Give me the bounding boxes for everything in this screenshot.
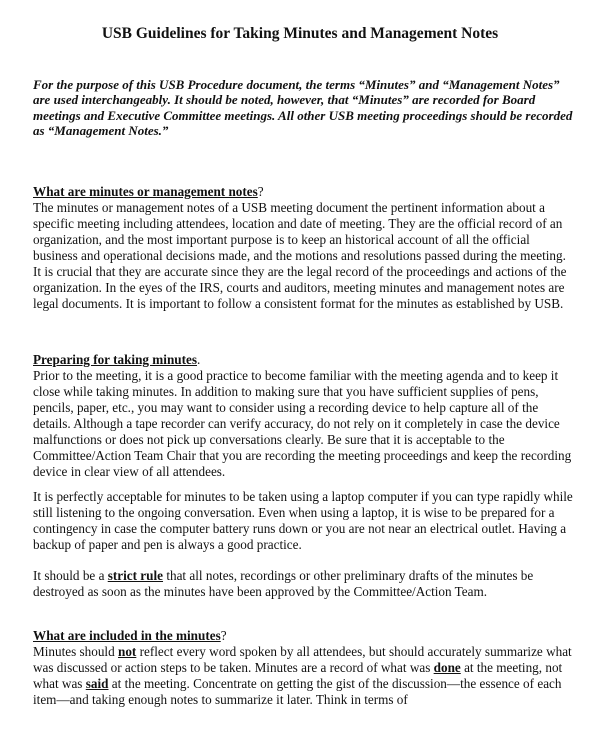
section-preparing-body-3 xyxy=(33,568,575,600)
strict-rule-pre: It should be a xyxy=(33,568,108,583)
intro-paragraph: For the purpose of this USB Procedure document, the terms “Minutes” and “Management Notes” are used interchangeably. It should be noted, however, that “Minutes” are recorded for Board meetings and Executive Committee meetings. All other USB meeting proceedings should be recorded as “Management Notes.” xyxy=(33,77,573,138)
section-preparing-body-1: Prior to the meeting, it is a good practice to become familiar with the meeting agenda and to keep it close while taking minutes. In addition to making sure that you have sufficient supplies of pens, pencils, paper, etc., you may want to consider using a recording device to help capture all of the details. Although a tape recorder can verify accuracy, do not rely on it completely in case the device malfunctions or does not pick up conversations clearly. Be sure that it is acceptable to the Committee/Action Team Chair that you are recording the meeting proceedings and keep the recording device in clear view of all attendees. xyxy=(33,368,572,479)
section-heading-preparing xyxy=(33,352,200,368)
section-heading-minutes-punct: ? xyxy=(257,184,264,199)
included-text-b: reflect every word spoken by all attendees, but should accurately summarize what was discussed or action steps to be taken. Minutes are a record of what was xyxy=(33,644,572,675)
section-heading-preparing-text: Preparing for taking minutes xyxy=(33,352,197,367)
section-heading-preparing-punct: . xyxy=(197,352,201,367)
emphasis-not: not xyxy=(118,644,137,659)
section-heading-included-punct: ? xyxy=(220,628,227,643)
included-text-c: at the meeting, not what was xyxy=(33,659,563,691)
section-heading-included xyxy=(33,628,227,644)
strict-rule-emphasis: strict rule xyxy=(107,568,164,583)
section-heading-minutes xyxy=(33,184,264,200)
emphasis-said: said xyxy=(85,675,109,691)
section-heading-included-text: What are included in the minutes xyxy=(33,628,221,643)
section-included-body xyxy=(33,644,575,708)
section-heading-minutes-text: What are minutes or management notes xyxy=(33,184,258,199)
included-text-d: at the meeting. Concentrate on getting the gist of the discussion—the essence of each item—and taking enough notes to summarize it later. Think in terms of xyxy=(33,675,562,707)
section-minutes-body: The minutes or management notes of a USB meeting document the pertinent information about a specific meeting including attendees, location and date of meeting. They are the official record of an organization, and the most important purpose is to keep an historical account of all the official business and operational decisions made, and the motions and resolutions passed during the meeting. It is crucial that they are accurate since they are the legal record of the proceedings and actions of the organization. In the eyes of the IRS, courts and auditors, meeting minutes and management notes are legal documents. It is important to follow a consistent format for the minutes as established by USB. xyxy=(33,200,567,311)
document-title: USB Guidelines for Taking Minutes and Management Notes xyxy=(101,25,499,42)
included-text-a: Minutes should xyxy=(33,644,118,659)
strict-rule-post: that all notes, recordings or other preliminary drafts of the minutes be destroyed as soon as the minutes have been approved by the Committee/Action Team. xyxy=(33,568,534,599)
emphasis-done: done xyxy=(433,659,461,675)
section-preparing-body-2: It is perfectly acceptable for minutes to be taken using a laptop computer if you can type rapidly while still listening to the ongoing conversation. Even when using a laptop, it is wise to be prepared for a contingency in case the computer battery runs down or you are not near an electrical outlet. Having a backup of paper and pen is always a good practice. xyxy=(33,489,573,552)
